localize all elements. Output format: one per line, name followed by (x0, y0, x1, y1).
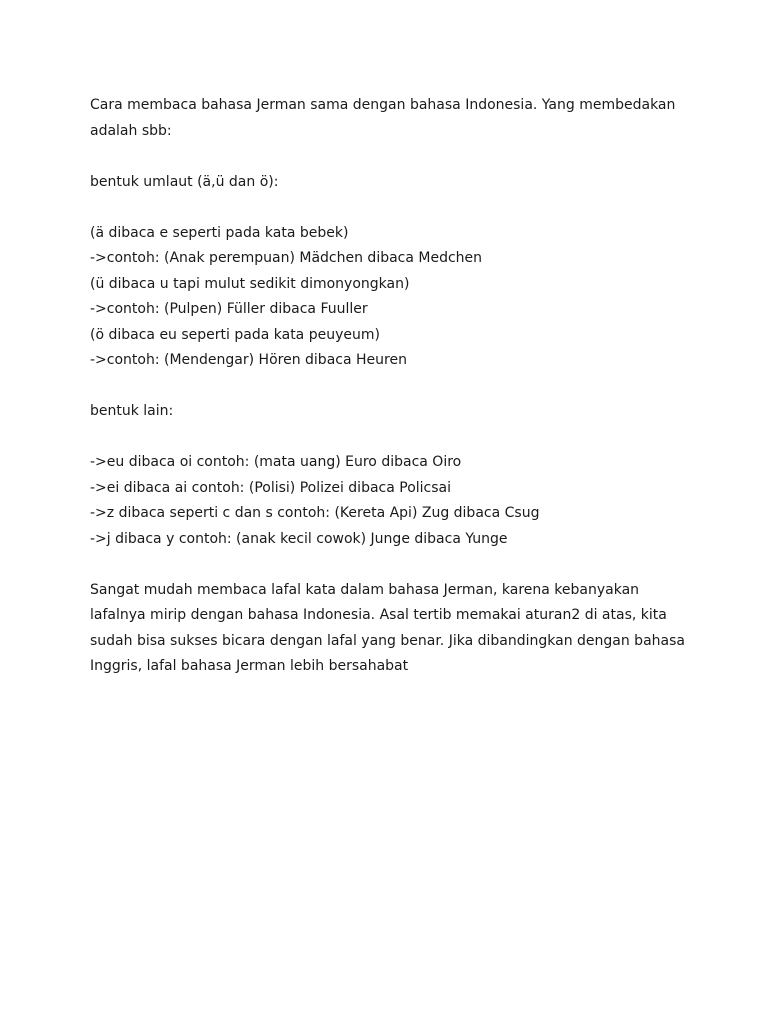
umlaut-list (90, 221, 690, 374)
document-body (90, 93, 690, 680)
other-list (90, 450, 690, 552)
spacer (90, 195, 690, 221)
umlaut-heading: bentuk umlaut (ä,ü dan ö): (90, 173, 279, 190)
spacer (90, 374, 690, 400)
umlaut-line: (ö dibaca eu seperti pada kata peuyeum) (90, 326, 380, 343)
umlaut-line: (ü dibaca u tapi mulut sedikit dimonyongkan) (90, 275, 410, 292)
other-line: ->ei dibaca ai contoh: (Polisi) Polizei dibaca Policsai (90, 479, 452, 496)
other-line: ->j dibaca y contoh: (anak kecil cowok) Junge dibaca Yunge (90, 530, 508, 547)
umlaut-line: ->contoh: (Anak perempuan) Mädchen dibaca Medchen (90, 250, 483, 266)
other-line: ->z dibaca seperti c dan s contoh: (Kereta Api) Zug dibaca Csug (90, 505, 540, 521)
spacer (90, 552, 690, 578)
intro-paragraph: Cara membaca bahasa Jerman sama dengan bahasa Indonesia. Yang membedakan adalah sbb: (90, 97, 676, 139)
spacer (90, 425, 690, 451)
closing-paragraph: Sangat mudah membaca lafal kata dalam bahasa Jerman, karena kebanyakan lafalnya mirip dengan bahasa Indonesia. Asal tertib memakai aturan2 di atas, kita sudah bisa sukses bicara dengan lafal yang benar. Jika dibandingkan dengan bahasa Inggris, lafal bahasa Jerman lebih bersahabat (90, 581, 685, 674)
umlaut-line: (ä dibaca e seperti pada kata bebek) (90, 224, 349, 241)
other-line: ->eu dibaca oi contoh: (mata uang) Euro dibaca Oiro (90, 454, 462, 470)
umlaut-line: ->contoh: (Pulpen) Füller dibaca Fuuller (90, 301, 368, 317)
spacer (90, 144, 690, 170)
other-heading: bentuk lain: (90, 403, 174, 419)
umlaut-line: ->contoh: (Mendengar) Hören dibaca Heuren (90, 352, 407, 368)
